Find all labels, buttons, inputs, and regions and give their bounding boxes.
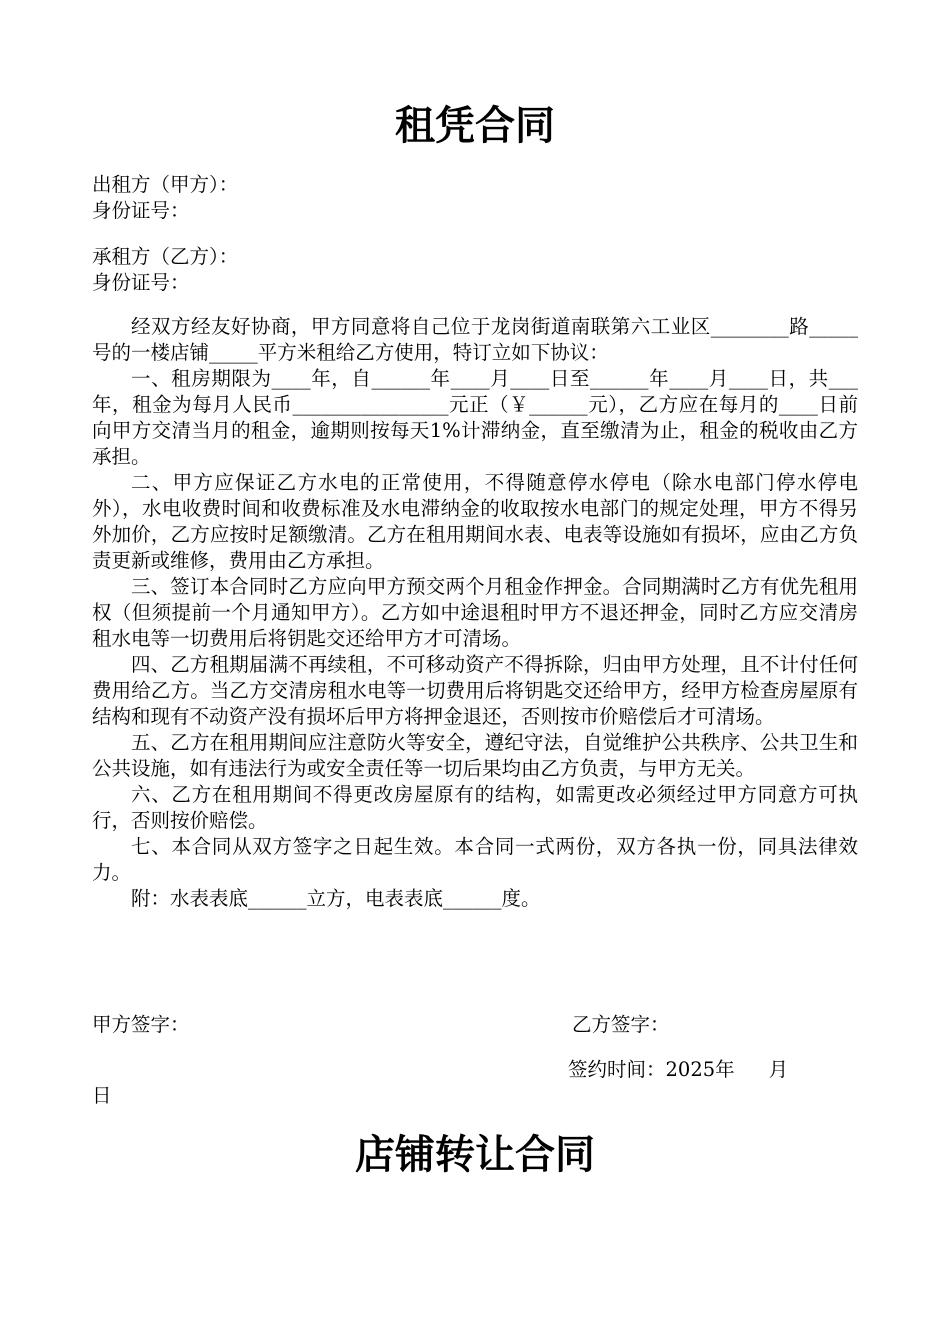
lessor-label: 出租方（甲方）： bbox=[92, 173, 239, 196]
contract-title: 租凭合同 bbox=[395, 102, 555, 149]
sign-date-line bbox=[568, 1057, 788, 1083]
clause-2: 二、甲方应保证乙方水电的正常使用，不得随意停水停电（除水电部门停水停电外），水电收费时间和收费标准及水电滞纳金的收取按水电部门的规定处理，甲方不得另外加价，乙方应按时足额缴清。乙方在租用期间水表、电表等设施如有损坏，应由乙方负责更新或维修，费用由乙方承担。 bbox=[92, 471, 858, 572]
party-a-signature-label: 甲方签字： bbox=[92, 1013, 190, 1036]
contract-body bbox=[92, 314, 858, 912]
lessor-id-label: 身份证号： bbox=[92, 199, 190, 222]
clause-4: 四、乙方租期届满不再续租，不可移动资产不得拆除，归由甲方处理，且不计付任何费用给乙方。当乙方交清房租水电等一切费用后将钥匙交还给甲方，经甲方检查房屋原有结构和现有不动资产没有损坏后甲方将押金退还，否则按市价赔偿后才可清场。 bbox=[92, 653, 858, 728]
clause-5: 五、乙方在租用期间应注意防火等安全，遵纪守法，自觉维护公共秩序、公共卫生和公共设施，如有违法行为或安全责任等一切后果均由乙方负责，与甲方无关。 bbox=[92, 731, 858, 780]
meter-reading-note: 附：水表表底______立方，电表表底______度。 bbox=[131, 887, 541, 910]
lessee-label: 承租方（乙方）： bbox=[92, 245, 239, 268]
sign-date-prefix: 签约时间：2025年 bbox=[568, 1058, 735, 1081]
sign-date-month: 月 bbox=[768, 1058, 789, 1081]
clause-3: 三、签订本合同时乙方应向甲方预交两个月租金作押金。合同期满时乙方有优先租用权（但须提前一个月通知甲方）。乙方如中途退租时甲方不退还押金，同时乙方应交清房租水电等一切费用后将钥匙交还给甲方才可清场。 bbox=[92, 575, 858, 650]
clause-7: 七、本合同从双方签字之日起生效。本合同一式两份，双方各执一份，同具法律效力。 bbox=[92, 835, 858, 884]
clause-6: 六、乙方在租用期间不得更改房屋原有的结构，如需更改必须经过甲方同意方可执行，否则按价赔偿。 bbox=[92, 783, 858, 832]
sign-date-day: 日 bbox=[92, 1084, 112, 1107]
clause-1: 一、租房期限为____年，自______年____月____日至______年____月____日，共___年，租金为每月人民币________________元正（￥______元），乙方应在每月的____日前向甲方交清当月的租金，逾期则按每天1%计滞纳金，直至缴清为止，租金的税收由乙方承担。 bbox=[92, 367, 858, 468]
intro-paragraph: 经双方经友好协商，甲方同意将自己位于龙岗街道南联第六工业区________路_____号的一楼店铺_____平方米租给乙方使用，特订立如下协议： bbox=[92, 315, 858, 364]
second-contract-title: 店铺转让合同 bbox=[355, 1131, 595, 1178]
party-b-signature-label: 乙方签字： bbox=[572, 1013, 670, 1036]
lessee-id-label: 身份证号： bbox=[92, 271, 190, 294]
